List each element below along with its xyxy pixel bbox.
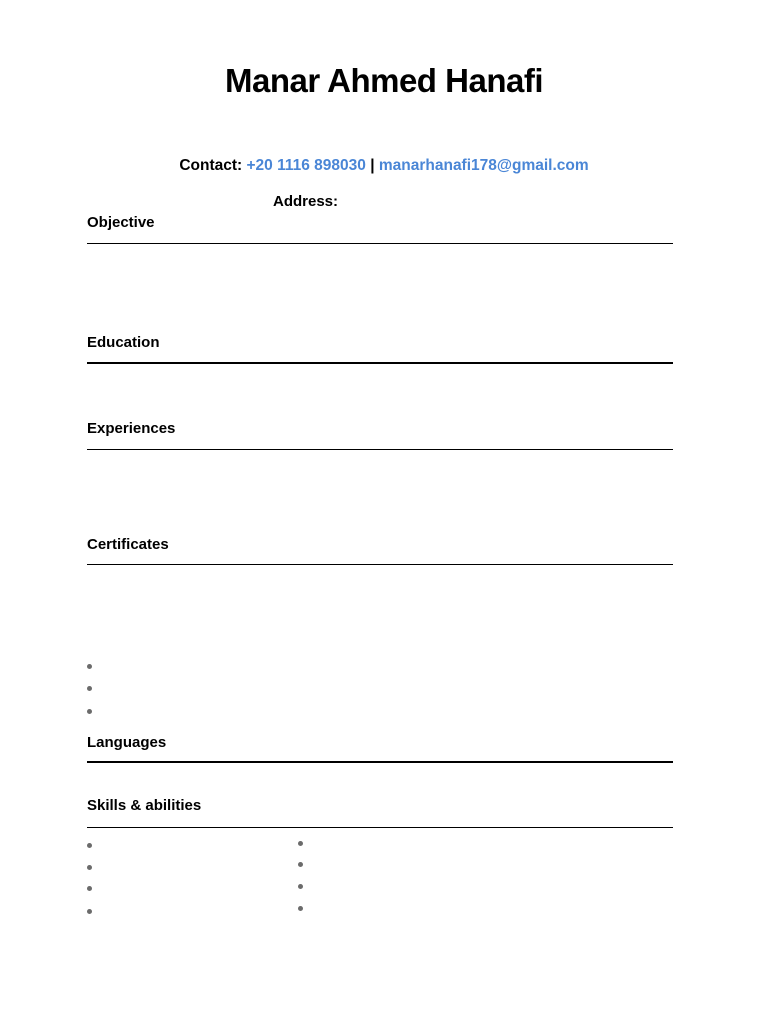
section-heading-education: Education bbox=[87, 334, 160, 351]
list-item-bullet bbox=[298, 862, 303, 867]
section-heading-languages: Languages bbox=[87, 734, 167, 751]
contact-label: Contact: bbox=[179, 157, 243, 174]
list-item-bullet bbox=[298, 906, 303, 911]
list-item-bullet bbox=[87, 843, 92, 848]
list-item-bullet bbox=[298, 841, 303, 846]
list-item-bullet bbox=[298, 884, 303, 889]
list-item-bullet bbox=[87, 865, 92, 870]
list-item-bullet bbox=[87, 709, 92, 714]
resume-name: Manar Ahmed Hanafi bbox=[224, 62, 543, 99]
skills-divider bbox=[87, 827, 673, 828]
list-item-bullet bbox=[87, 909, 92, 914]
email-link[interactable]: manarhanafi178@gmail.com bbox=[378, 157, 589, 174]
certificates-divider bbox=[87, 564, 673, 565]
section-heading-skills: Skills & abilities bbox=[87, 797, 202, 814]
address-label: Address: bbox=[273, 193, 339, 210]
list-item-bullet bbox=[87, 686, 92, 691]
experiences-divider bbox=[87, 449, 673, 450]
phone-link[interactable]: +20 1116 898030 bbox=[246, 157, 366, 174]
contact-separator: | bbox=[370, 157, 375, 174]
list-item-bullet bbox=[87, 664, 92, 669]
languages-divider bbox=[87, 761, 673, 763]
education-divider bbox=[87, 362, 673, 364]
objective-divider bbox=[87, 243, 673, 244]
section-heading-objective: Objective bbox=[87, 214, 155, 231]
section-heading-certificates: Certificates bbox=[87, 536, 169, 553]
list-item-bullet bbox=[87, 886, 92, 891]
contact-line bbox=[0, 157, 768, 175]
section-heading-experiences: Experiences bbox=[87, 420, 176, 437]
